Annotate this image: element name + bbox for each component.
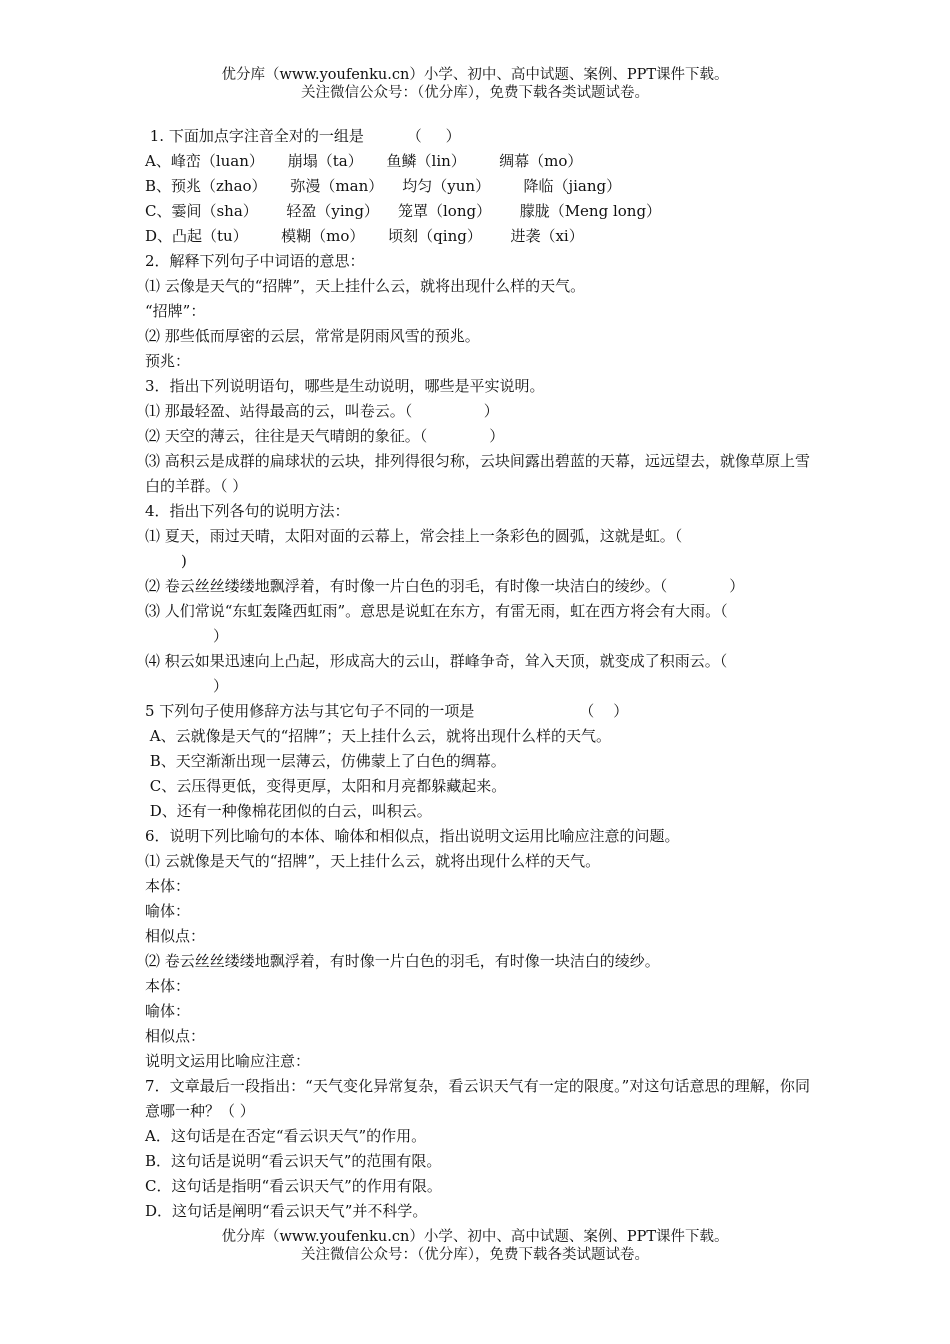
question-3-sentence-3: ⑶ 高积云是成群的扁球状的云块，排列得很匀称，云块间露出碧蓝的天幕，远远望去，就像草原上雪白的羊群。（ ）: [145, 452, 810, 495]
question-4-sentence-1: ⑴ 夏天，雨过天晴，太阳对面的云幕上，常会挂上一条彩色的圆弧，这就是虹。（: [145, 527, 683, 545]
question-5-option-c: C、云压得更低，变得更厚，太阳和月亮都躲藏起来。: [145, 777, 507, 795]
question-6-sentence-1: ⑴ 云就像是天气的“招牌”，天上挂什么云，就将出现什么样的天气。: [145, 852, 601, 870]
question-7-stem: 7．文章最后一段指出：“天气变化异常复杂，看云识天气有一定的限度。”对这句话意思的理解，你同意哪一种？（ ）: [145, 1077, 810, 1120]
question-1-option-d: D、凸起（tu） 模糊（mo） 顷刻（qing） 进袭（xi）: [145, 227, 584, 245]
question-4-sentence-3-blank: ）: [213, 627, 229, 645]
question-3: [145, 374, 810, 499]
question-2-answer-1: “招牌”：: [145, 302, 206, 320]
question-6: [145, 824, 810, 1074]
footer-line-1: 优分库（www.youfenku.cn）小学、初中、高中试题、案例、PPT课件下载。: [221, 1229, 729, 1245]
question-6-note: 说明文运用比喻应注意：: [145, 1052, 311, 1070]
question-4-sentence-3: ⑶ 人们常说“东虹轰隆西虹雨”。意思是说虹在东方，有雷无雨，虹在西方将会有大雨。（: [145, 602, 728, 620]
question-5-option-d: D、还有一种像棉花团似的白云，叫积云。: [145, 802, 432, 820]
question-5-option-b: B、天空渐渐出现一层薄云，仿佛蒙上了白色的绸幕。: [145, 752, 506, 770]
exam-content: [145, 124, 810, 1224]
question-5: [145, 699, 810, 824]
question-6-sentence-2: ⑵ 卷云丝丝缕缕地飘浮着，有时像一片白色的羽毛，有时像一块洁白的绫纱。: [145, 952, 660, 970]
question-1-option-b: B、预兆（zhao） 弥漫（man） 均匀（yun） 降临（jiang）: [145, 177, 622, 195]
question-6-xiangsi-1: 相似点：: [145, 927, 206, 945]
header-line-1: 优分库（www.youfenku.cn）小学、初中、高中试题、案例、PPT课件下载。: [221, 67, 729, 83]
question-2-stem: 2．解释下列句子中词语的意思：: [145, 252, 365, 270]
question-1: [145, 124, 810, 249]
question-5-option-a: A、云就像是天气的“招牌”；天上挂什么云，就将出现什么样的天气。: [145, 727, 611, 745]
question-1-stem: 1. 下面加点字注音全对的一组是 （ ）: [145, 127, 461, 145]
question-2-sentence-1: ⑴ 云像是天气的“招牌”，天上挂什么云，就将出现什么样的天气。: [145, 277, 586, 295]
question-6-benti-1: 本体：: [145, 877, 191, 895]
page-footer: [0, 1228, 950, 1264]
question-4-stem: 4．指出下列各句的说明方法：: [145, 502, 350, 520]
question-1-option-a: A、峰峦（luan） 崩塌（ta） 鱼鳞（lin） 绸幕（mo）: [145, 152, 583, 170]
question-3-sentence-2: ⑵ 天空的薄云，往往是天气晴朗的象征。（ ）: [145, 427, 505, 445]
question-2: [145, 249, 810, 374]
page-header: [0, 66, 950, 102]
question-6-yuti-1: 喻体：: [145, 902, 191, 920]
question-3-stem: 3．指出下列说明语句，哪些是生动说明，哪些是平实说明。: [145, 377, 545, 395]
footer-line-2: 关注微信公众号：（优分库），免费下载各类试题试卷。: [301, 1247, 649, 1263]
question-7-option-a: A．这句话是在否定“看云识天气”的作用。: [145, 1127, 427, 1145]
question-6-yuti-2: 喻体：: [145, 1002, 191, 1020]
question-3-sentence-1: ⑴ 那最轻盈、站得最高的云，叫卷云。（ ）: [145, 402, 499, 420]
question-7-option-d: D．这句话是阐明“看云识天气”并不科学。: [145, 1202, 428, 1220]
question-4: [145, 499, 810, 699]
question-4-sentence-4: ⑷ 积云如果迅速向上凸起，形成高大的云山，群峰争奇，耸入天顶，就变成了积雨云。（: [145, 652, 728, 670]
question-6-stem: 6．说明下列比喻句的本体、喻体和相似点，指出说明文运用比喻应注意的问题。: [145, 827, 680, 845]
question-4-sentence-2: ⑵ 卷云丝丝缕缕地飘浮着，有时像一片白色的羽毛，有时像一块洁白的绫纱。（ ）: [145, 577, 745, 595]
question-5-stem: 5 下列句子使用修辞方法与其它句子不同的一项是 （ ）: [145, 702, 629, 720]
question-7-option-b: B．这句话是说明“看云识天气”的范围有限。: [145, 1152, 442, 1170]
question-7-option-c: C．这句话是指明“看云识天气”的作用有限。: [145, 1177, 442, 1195]
question-1-option-c: C、霎间（sha） 轻盈（ying） 笼罩（long） 朦胧（Meng long）: [145, 202, 662, 220]
question-2-answer-2: 预兆：: [145, 352, 191, 370]
question-4-sentence-1-blank: ): [181, 552, 187, 570]
question-2-sentence-2: ⑵ 那些低而厚密的云层，常常是阴雨风雪的预兆。: [145, 327, 480, 345]
question-7: [145, 1074, 810, 1224]
question-6-benti-2: 本体：: [145, 977, 191, 995]
question-6-xiangsi-2: 相似点：: [145, 1027, 206, 1045]
header-line-2: 关注微信公众号：（优分库），免费下载各类试题试卷。: [301, 85, 649, 101]
question-4-sentence-4-blank: ）: [213, 677, 229, 695]
